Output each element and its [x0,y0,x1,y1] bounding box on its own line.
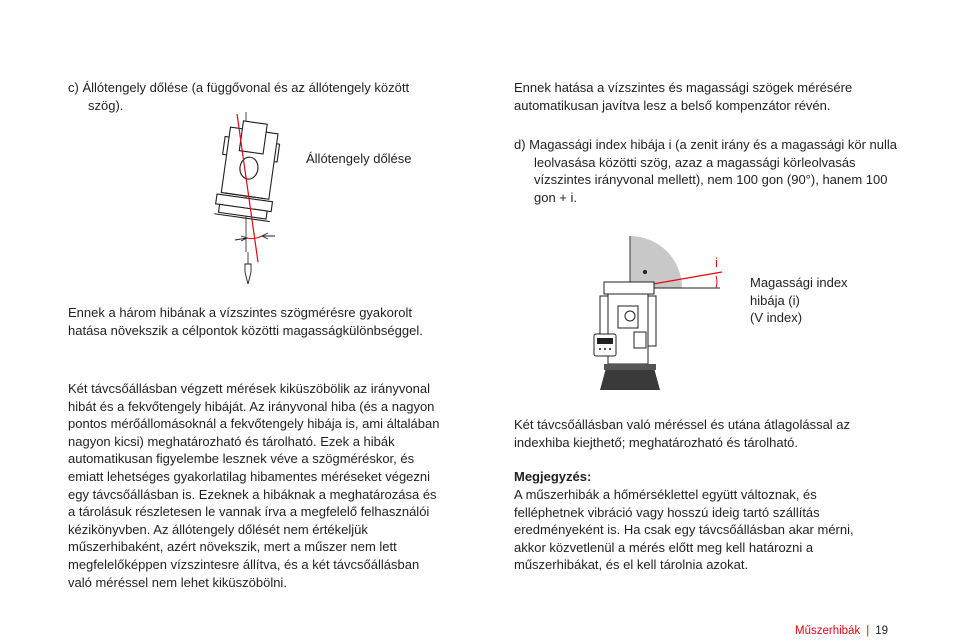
page-number: 19 [875,625,888,637]
footer-section: Műszerhibák [795,625,861,637]
index-label-line-2: hibája (i) [750,292,800,308]
note-heading: Megjegyzés: [514,469,592,484]
vertical-index-figure [590,236,730,390]
page-footer [795,625,888,637]
elimination-paragraph: Két távcsőállásban végzett mérések kiküszöbölik az irányvonal hibát és a fekvőtengely hibáját. Az irányvonal hiba (és a nagyon pontos mérőállomásoknál a fekvőtengely hibája is, ami általában nagyon kicsi) meghatározható és tárolható. Ezek a hibák automatikusan figyelembe lesznek véve a szögméréskor, és emiatt lehetséges gyakorlatilag hibamentes méréseket végezni egy távcsőállásban is. Ezeknek a hibáknak a meghatározása és a tárolásuk részletesen le vannak írva a megfelelő felhasználói kézikönyvben. Az állótengely dőlését nem értékeljük műszerhibaként, azért növekszik, mert a műszer nem lett megfelelőképpen vízszintesre állítva, és a két távcsőállásban való méréssel nem lehet kiküszöbölni. [68,381,440,590]
effect-paragraph-left: Ennek a három hibának a vízszintes szögmérésre gyakorolt hatása növekszik a célpontok közötti magasságkülönbséggel. [68,305,423,338]
index-error-label [750,274,890,327]
index-error-symbol: i [715,255,718,270]
effect-paragraph-right: Ennek hatása a vízszintes és magassági szögek mérésére automatikusan javítva lesz a belső kompenzátor révén. [514,80,853,113]
index-label-line-1: Magassági index [750,275,848,290]
note-paragraph: A műszerhibák a hőmérséklettel együtt változnak, és felléphetnek vibráció vagy hosszú ideig tartó szállítás eredményeként is. Ha csak egy távcsőállásban akar mérni, akkor közvetlenül a mérés előtt meg kell határozni a műszerhibákat, és el kell tárolnia azokat. [514,487,854,573]
item-d: d) Magassági index hibája i (a zenit irány és a magassági kör nulla leolvasása közötti szög, azaz a magassági körleolvasás vízszintes irányvonal mellett), nem 100 gon (90°), hanem 100 gon + i. [514,137,897,205]
index-label-line-3: (V index) [750,310,803,326]
standing-axis-tilt-figure [205,112,295,302]
item-c: c) Állótengely dőlése (a függővonal és az állótengely között szög). [68,80,410,113]
footer-separator: | [866,625,870,637]
index-paragraph: Két távcsőállásban való méréssel és utána átlagolással az indexhiba kiejthető; meghatározható és tárolható. [514,417,851,450]
tilt-label: Állótengely dőlése [306,151,412,166]
